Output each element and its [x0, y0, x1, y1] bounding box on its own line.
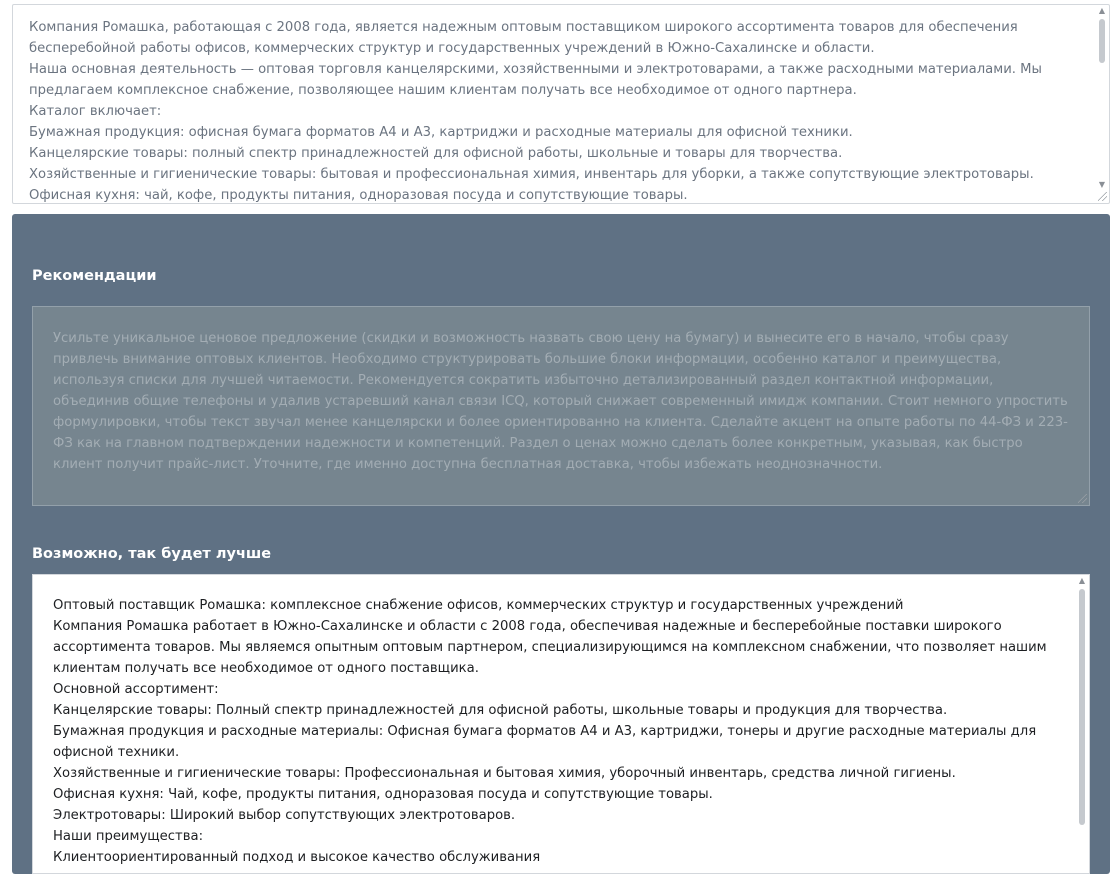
- improved-heading: Возможно, так будет лучше: [32, 546, 272, 562]
- improved-text-line: Наши преимущества:: [53, 829, 204, 844]
- source-text-line: Офисная кухня: чай, кофе, продукты питания, одноразовая посуда и сопутствующие товары.: [29, 188, 688, 203]
- improved-text-textarea[interactable]: [32, 574, 1090, 874]
- chevron-up-icon[interactable]: ▲: [1078, 576, 1086, 585]
- source-text-line: Канцелярские товары: полный спектр принадлежностей для офисной работы, школьные и товары для творчества.: [29, 146, 843, 161]
- improved-text-line: Хозяйственные и гигиенические товары: Профессиональная и бытовая химия, уборочный инвентарь, средства личной гигиены.: [53, 766, 956, 781]
- improved-text-line: Канцелярские товары: Полный спектр принадлежностей для офисной работы, школьные товары и продукция для творчества.: [53, 703, 948, 718]
- scroll-thumb[interactable]: [1099, 19, 1105, 63]
- source-text-line: Хозяйственные и гигиенические товары: бытовая и профессиональная химия, инвентарь для уборки, а также сопутствующие электротовары.: [29, 167, 1034, 182]
- source-text-line: Наша основная деятельность — оптовая торговля канцелярскими, хозяйственными и электротоварами, а также расходными материалами. Мы предлагаем комплексное снабжение, позволяющее нашим клиентам получать все необходимое от одного партнера.: [29, 62, 1042, 98]
- improved-text-scrollbar[interactable]: [1075, 575, 1089, 873]
- recommendations-text: Усильте уникальное ценовое предложение (скидки и возможность назвать свою цену на бумагу) и вынесите его в начало, чтобы сразу привлечь внимание оптовых клиентов. Необходимо структурировать большие блоки информации, особенно каталог и преимущества, используя списки для лучшей читаемости. Рекомендуется сократить избыточно детализированный раздел контактной информации, объединив общие телефоны и удалив устаревший канал связи ICQ, который снижает современный имидж компании. Стоит немного упростить формулировки, чтобы текст звучал менее канцелярски и более ориентированно на клиента. Сделайте акцент на опыте работы по 44-ФЗ и 223-ФЗ как на главном подтверждении надежности и компетенций. Раздел о ценах можно сделать более конкретным, указывая, как быстро клиент получит прайс-лист. Уточните, где именно доступна бесплатная доставка, чтобы избежать неоднозначности.: [53, 331, 1068, 472]
- improved-text-line: Офисная кухня: Чай, кофе, продукты питания, одноразовая посуда и сопутствующие товары.: [53, 787, 713, 802]
- improved-text-line: Основной ассортимент:: [53, 682, 219, 697]
- source-text-line: Компания Ромашка, работающая с 2008 года, является надежным оптовым поставщиком широкого ассортимента товаров для обеспечения бесперебойной работы офисов, коммерческих структур и государственных учреждений в Южно-Сахалинске и области.: [29, 20, 1018, 56]
- scroll-thumb[interactable]: [1079, 589, 1085, 825]
- analysis-panel: [12, 214, 1110, 874]
- improved-text-line: Клиентоориентированный подход и высокое качество обслуживания: [53, 850, 541, 865]
- source-text-textarea[interactable]: [12, 4, 1110, 204]
- source-text-scrollbar[interactable]: [1095, 5, 1109, 203]
- improved-text-content: [33, 575, 1089, 868]
- improved-text-line: Бумажная продукция и расходные материалы: Офисная бумага форматов А4 и А3, картриджи, тонеры и другие расходные материалы для офисной техники.: [53, 724, 1037, 760]
- resize-grip-icon[interactable]: [1098, 192, 1107, 201]
- chevron-up-icon[interactable]: ▲: [1098, 6, 1106, 15]
- source-text-line: Бумажная продукция: офисная бумага форматов А4 и А3, картриджи и расходные материалы для офисной техники.: [29, 125, 853, 140]
- improved-text-line: Компания Ромашка работает в Южно-Сахалинске и области с 2008 года, обеспечивая надежные и бесперебойные поставки широкого ассортимента товаров. Мы являемся опытным оптовым партнером, специализирующимся на комплексном снабжении, что позволяет нашим клиентам получать все необходимое от одного поставщика.: [53, 619, 1047, 676]
- recommendations-heading: Рекомендации: [32, 268, 157, 284]
- improved-text-line: Оптовый поставщик Ромашка: комплексное снабжение офисов, коммерческих структур и государственных учреждений: [53, 598, 904, 613]
- recommendations-textarea[interactable]: [32, 306, 1090, 506]
- resize-grip-icon[interactable]: [1078, 494, 1087, 503]
- source-text-content: [13, 5, 1109, 204]
- source-text-line: Каталог включает:: [29, 104, 162, 119]
- chevron-down-icon[interactable]: ▼: [1098, 180, 1106, 189]
- improved-text-line: Электротовары: Широкий выбор сопутствующих электротоваров.: [53, 808, 516, 823]
